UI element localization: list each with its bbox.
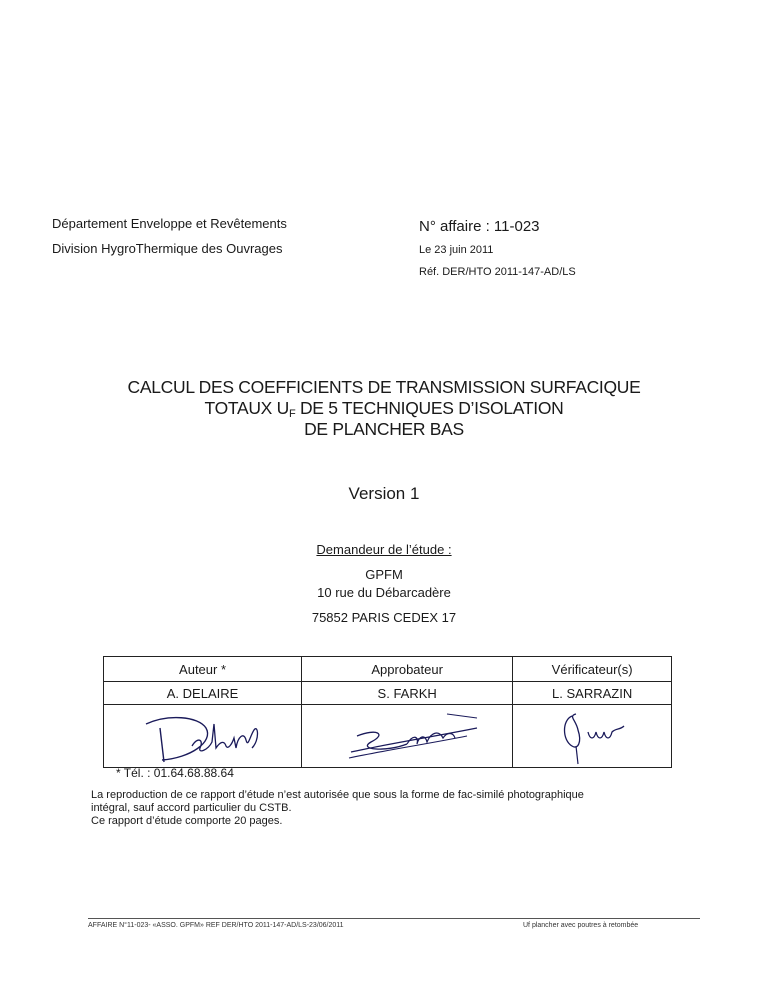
approver-signature [302,705,513,768]
requester-name: GPFM [365,567,403,582]
legal-notice [91,789,691,828]
report-title-line-2: TOTAUX $U_F$ DE 5 TECHNIQUES D’ISOLATION [204,398,564,420]
signature-table [103,656,672,768]
role-approver: Approbateur [302,657,513,682]
verifier-signature-image [532,706,652,766]
legal-line-3: Ce rapport d’étude comporte 20 pages. [91,815,283,827]
requester-address-1: 10 rue du Débarcadère [317,585,451,600]
footer-left: AFFAIRE N°11-023- «ASSO. GPFM» REF DER/HTO 2011-147-AD/LS-23/06/2011 [88,922,344,929]
report-reference: Réf. DER/HTO 2011-147-AD/LS [419,266,576,278]
affaire-number: N° affaire : 11-023 [419,218,540,235]
legal-line-1: La reproduction de ce rapport d’étude n’est autorisée que sous la forme de fac-similé photographique [91,789,584,801]
approver-name: S. FARKH [302,682,513,705]
footer-right: Uf plancher avec poutres à retombée [523,922,639,929]
author-signature-image [128,706,278,766]
department-name: Département Enveloppe et Revêtements [52,216,287,231]
report-title-line-1: CALCUL DES COEFFICIENTS DE TRANSMISSION SURFACIQUE [127,377,641,397]
role-author: Auteur * [104,657,302,682]
requester-address-2: 75852 PARIS CEDEX 17 [311,610,457,625]
legal-line-2: intégral, sauf accord particulier du CSTB. [91,802,292,814]
report-date: Le 23 juin 2011 [419,244,494,256]
verifier-signature [513,705,672,768]
report-title-line-3: DE PLANCHER BAS [304,419,464,439]
footer-divider [88,918,700,919]
verifier-name: L. SARRAZIN [513,682,672,705]
role-verifier: Vérificateur(s) [513,657,672,682]
division-name: Division HygroThermique des Ouvrages [52,241,283,256]
approver-signature-image [327,706,487,766]
author-signature [104,705,302,768]
requester-heading: Demandeur de l’étude : [316,542,452,557]
author-name: A. DELAIRE [104,682,302,705]
phone-note: * Tél. : 01.64.68.88.64 [116,766,234,780]
version-label: Version 1 [348,484,420,503]
